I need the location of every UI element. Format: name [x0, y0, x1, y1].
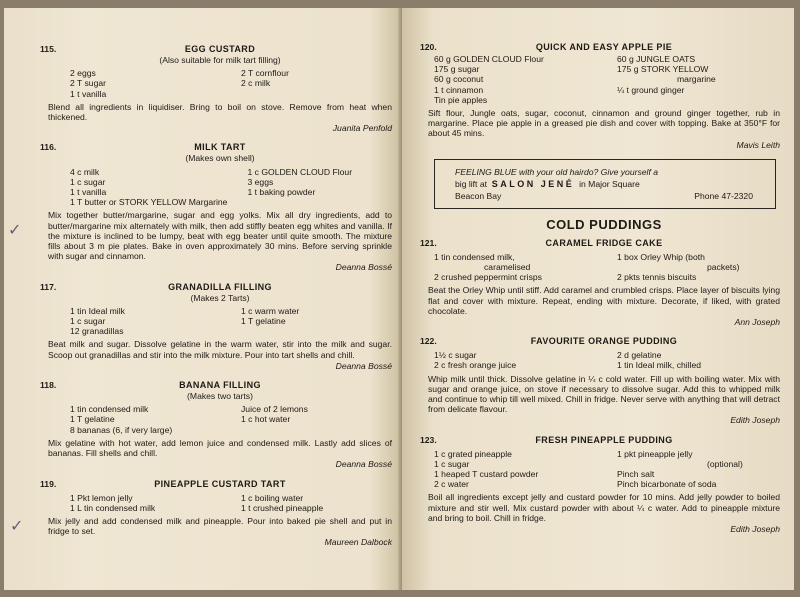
recipe-119 — [40, 478, 392, 548]
left-page — [4, 8, 402, 590]
recipe-number: 115. — [40, 44, 57, 54]
recipe-number: 116. — [40, 142, 57, 153]
ingredient: 2 c milk — [241, 78, 271, 89]
ingredient: 1 tin condensed milk — [70, 404, 149, 415]
ingredient: 1 box Orley Whip (both — [617, 251, 705, 262]
recipe-title: FRESH PINEAPPLE PUDDING — [535, 434, 673, 445]
right-page — [402, 8, 794, 590]
ingredient: Pinch bicarbonate of soda — [617, 479, 717, 490]
recipe-title: BANANA FILLING — [179, 380, 261, 391]
ingredient: 1 tin condensed milk, — [434, 251, 515, 262]
recipe-title: QUICK AND EASY APPLE PIE — [535, 42, 673, 52]
section-heading: COLD PUDDINGS — [546, 216, 662, 232]
ingredient-list — [428, 449, 780, 490]
recipe-method: Whip milk until thick. Dissolve gelatine in ¼ c cold water. Fill up with boiling water. Mix with sugar and orange juice, on stove if necessary to dissolve sugar. Add this to whipped milk and continue to whip till well mixed. Chill in fridge. Never serve with anything that will detract from delicate flavour. — [428, 373, 780, 415]
ingredient: 1 t baking powder — [247, 187, 316, 198]
ingredient: 2 d gelatine — [617, 350, 662, 361]
recipe-method: Beat milk and sugar. Dissolve gelatine in the warm water, stir into the milk and sugar. Scoop out granadillas and stir into the milk mixture. Pour into tart shells and chill. — [48, 339, 392, 360]
recipe-subtitle: (Makes own shell) — [185, 153, 255, 164]
recipe-115 — [40, 44, 392, 134]
recipe-title: GRANADILLA FILLING — [168, 281, 272, 292]
recipe-method: Sift flour, Jungle oats, sugar, coconut, cinnamon and ground ginger together, rub in margarine. Place pie apple in a greased pie dish and cover with topping. Bake at 350°F for about 45 mins. — [428, 108, 780, 139]
ingredient: 1 T gelatine — [241, 316, 286, 327]
ingredient: 2 T sugar — [70, 78, 106, 89]
advert-line — [455, 178, 767, 190]
recipe-118 — [40, 380, 392, 470]
ingredient: 1 T gelatine — [70, 414, 115, 425]
recipe-title: FAVOURITE ORANGE PUDDING — [530, 336, 678, 347]
ingredient: 1 t cinnamon — [434, 84, 484, 95]
ingredient: 1 c warm water — [241, 305, 300, 316]
recipe-author: Juanita Penfold — [332, 123, 392, 134]
salon-advert-box — [434, 159, 776, 209]
ingredient: 2 c fresh orange juice — [434, 360, 517, 371]
ingredient: 4 c milk — [70, 166, 100, 177]
ingredient: 1 c hot water — [241, 414, 291, 425]
recipe-author: Edith Joseph — [730, 524, 780, 535]
ingredient: 1 t vanilla — [70, 187, 107, 198]
recipe-author: Ann Joseph — [734, 317, 780, 328]
ingredient-list — [428, 54, 780, 105]
ingredient: 1 t crushed pineapple — [241, 502, 324, 513]
ingredient: 2 pkts tennis biscuits — [617, 272, 697, 283]
ingredient: 1 Pkt lemon jelly — [70, 492, 133, 503]
advert-text: in Major Square — [579, 178, 640, 189]
recipe-method: Mix gelatine with hot water, add lemon juice and condensed milk. Lastly add slices of bananas. Fill shells and chill. — [48, 437, 392, 459]
ingredient: 60 g GOLDEN CLOUD Flour — [434, 54, 544, 64]
recipe-title: EGG CUSTARD — [184, 44, 256, 54]
ingredient: 1 heaped T custard powder — [434, 469, 539, 480]
recipe-120 — [420, 42, 780, 150]
ingredient: ¼ t ground ginger — [617, 84, 685, 95]
ingredient: 1 L tin condensed milk — [70, 502, 156, 513]
ingredient: 2 T cornflour — [241, 68, 289, 79]
ingredient: margarine — [677, 74, 716, 85]
recipe-number: 118. — [40, 380, 57, 391]
recipe-title: CARAMEL FRIDGE CAKE — [545, 237, 663, 248]
recipe-title: PINEAPPLE CUSTARD TART — [154, 478, 286, 489]
ingredient: (optional) — [707, 458, 743, 469]
ingredient-list — [48, 68, 392, 99]
advert-shop-name: SALON JENÉ — [491, 178, 575, 189]
recipe-121 — [420, 237, 780, 328]
ingredient: 1 T butter or STORK YELLOW Margarine — [70, 197, 228, 208]
ingredient: 60 g coconut — [434, 74, 484, 85]
recipe-number: 117. — [40, 281, 57, 292]
advert-tagline: FEELING BLUE with your old hairdo? Give yourself a — [455, 166, 658, 177]
ingredient: 1 tin Ideal milk — [70, 305, 125, 316]
recipe-number: 120. — [420, 42, 437, 52]
ingredient-list — [48, 167, 392, 208]
ingredient: 2 eggs — [70, 68, 96, 79]
recipe-subtitle: (Makes 2 Tarts) — [190, 292, 250, 303]
recipe-author: Mavis Leith — [736, 139, 780, 150]
advert-place: Beacon Bay — [455, 190, 502, 201]
recipe-title: MILK TART — [194, 142, 246, 153]
recipe-method: Beat the Orley Whip until stiff. Add caramel and crumbled crisps. Place layer of biscuits lying flat and cover with mixture. Repeat, ending with mixture. Decorate, if liked, with grated chocolate. — [428, 285, 780, 316]
ingredient: 60 g JUNGLE OATS — [617, 54, 696, 64]
recipe-author: Edith Joseph — [730, 415, 780, 426]
recipe-method: Mix jelly and add condensed milk and pineapple. Pour into baked pie shell and put in fridge to set. — [48, 515, 392, 537]
ingredient: packets) — [707, 262, 740, 273]
recipe-number: 119. — [40, 478, 57, 489]
ingredient: 1 t vanilla — [70, 88, 107, 99]
ingredient: 1 c sugar — [70, 176, 106, 187]
ingredient-list — [428, 252, 780, 283]
ingredient-list — [48, 493, 392, 513]
ingredient: 3 eggs — [247, 176, 274, 187]
ingredient: 175 g sugar — [434, 64, 480, 75]
recipe-number: 122. — [420, 336, 437, 347]
recipe-method: Mix together butter/margarine, sugar and egg yolks. Mix all dry ingredients, add to butter/margarine mix alternately with milk, then add stiffly beaten egg whites and vanilla. If the mixture is inclined to be lumpy, beat with egg beater until quite smooth. The mixture fills about 3 m pie plates. Bake in oven approximately 30 mins. Before serving sprinkle with sugar and cinnamon. — [48, 210, 392, 262]
ingredient: 12 granadillas — [70, 326, 124, 337]
recipe-number: 123. — [420, 434, 437, 445]
pen-check-mark-icon: ✓ — [8, 220, 22, 239]
recipe-author: Deanna Bossé — [335, 360, 392, 371]
ingredient-list — [48, 306, 392, 337]
ingredient: 8 bananas (6, if very large) — [70, 424, 173, 435]
ingredient: 2 c water — [434, 479, 469, 490]
recipe-method: Boil all ingredients except jelly and custard powder for 10 mins. Add jelly powder to boiled mixture and stir well. Mix custard powder with about ¼ c water. Add to pineapple mixture and bring to boil. Chill in fridge. — [428, 492, 780, 523]
recipe-number: 121. — [420, 237, 437, 248]
ingredient: caramelised — [484, 262, 531, 273]
ingredient: Juice of 2 lemons — [241, 404, 308, 415]
ingredient-list — [48, 404, 392, 435]
recipe-123 — [420, 434, 780, 535]
ingredient: 1 c sugar — [70, 316, 106, 327]
pen-check-mark-icon: ✓ — [10, 516, 24, 535]
ingredient: 1 c boiling water — [241, 492, 304, 503]
advert-text: big lift at — [455, 178, 488, 189]
ingredient: 1 tin Ideal milk, chilled — [617, 360, 702, 371]
ingredient: 1½ c sugar — [434, 350, 477, 361]
ingredient-list — [428, 350, 780, 370]
ingredient: 1 c GOLDEN CLOUD Flour — [247, 166, 353, 177]
ingredient: Pinch salt — [617, 469, 655, 480]
ingredient: 175 g STORK YELLOW — [617, 64, 709, 75]
recipe-author: Maureen Dalbock — [324, 537, 392, 548]
recipe-122 — [420, 336, 780, 426]
recipe-author: Deanna Bossé — [335, 262, 392, 273]
advert-phone: Phone 47-2320 — [694, 190, 753, 201]
ingredient: 1 pkt pineapple jelly — [617, 448, 693, 459]
ingredient: Tin pie apples — [434, 94, 488, 105]
recipe-subtitle: (Makes two tarts) — [187, 391, 253, 402]
recipe-subtitle: (Also suitable for milk tart filling) — [159, 55, 281, 65]
recipe-117 — [40, 281, 392, 371]
recipe-author: Deanna Bossé — [335, 459, 392, 470]
recipe-116 — [40, 142, 392, 273]
ingredient: 1 c grated pineapple — [434, 448, 512, 459]
ingredient: 1 c sugar — [434, 458, 470, 469]
ingredient: 2 crushed peppermint crisps — [434, 272, 542, 283]
recipe-method: Blend all ingredients in liquidiser. Bring to boil on stove. Remove from heat when thickened. — [48, 101, 392, 123]
